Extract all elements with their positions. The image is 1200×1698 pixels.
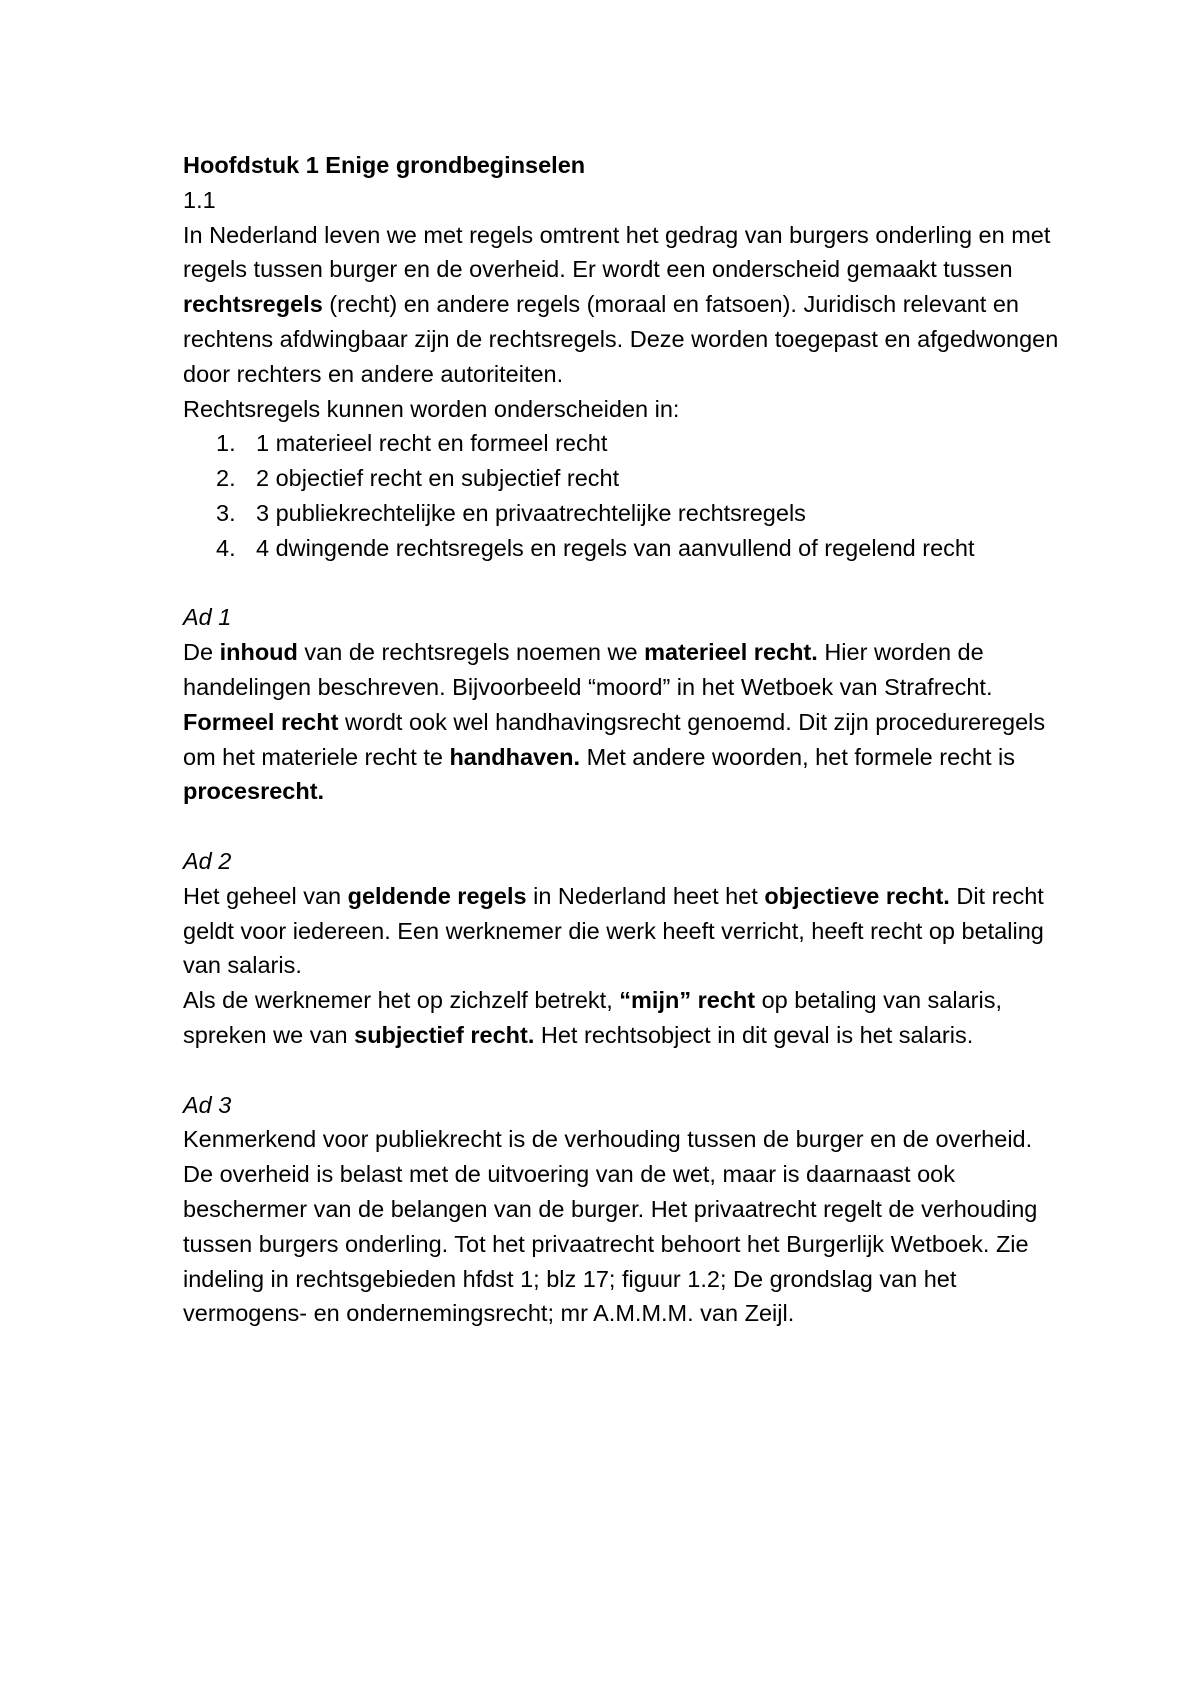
ad2-heading: Ad 2 (183, 847, 232, 874)
list-item: 3. 3 publiekrechtelijke en privaatrechtelijke rechtsregels (216, 499, 806, 526)
document-page (183, 148, 1063, 1331)
ad1-paragraph-1: De inhoud van de rechtsregels noemen we materieel recht. Hier worden de handelingen beschreven. Bijvoorbeeld “moord” in het Wetboek van Strafrecht. (183, 639, 993, 700)
rechtsregels-list (183, 426, 1063, 565)
term-rechtsregels: rechtsregels (183, 291, 323, 318)
section-number: 1.1 (183, 186, 216, 213)
list-item: 1. 1 materieel recht en formeel recht (216, 430, 608, 457)
list-intro: Rechtsregels kunnen worden onderscheiden in: (183, 395, 680, 422)
ad1-paragraph-2: Formeel recht wordt ook wel handhavingsrecht genoemd. Dit zijn procedureregels om het materiele recht te handhaven. Met andere woorden, het formele recht is procesrecht. (183, 708, 1046, 805)
ad1-heading: Ad 1 (183, 604, 232, 631)
ad2-paragraph-1: Het geheel van geldende regels in Nederland heet het objectieve recht. Dit recht geldt voor iedereen. Een werknemer die werk heeft verricht, heeft recht op betaling van salaris. (183, 882, 1044, 979)
ad3-heading: Ad 3 (183, 1091, 232, 1118)
ad2-paragraph-2: Als de werknemer het op zichzelf betrekt, “mijn” recht op betaling van salaris, spreken we van subjectief recht. Het rechtsobject in dit geval is het salaris. (183, 987, 1002, 1048)
list-item: 4. 4 dwingende rechtsregels en regels van aanvullend of regelend recht (216, 534, 975, 561)
ad3-paragraph: Kenmerkend voor publiekrecht is de verhouding tussen de burger en de overheid. De overheid is belast met de uitvoering van de wet, maar is daarnaast ook beschermer van de belangen van de burger. Het privaatrecht regelt de verhouding tussen burgers onderling. Tot het privaatrecht behoort het Burgerlijk Wetboek. Zie indeling in rechtsgebieden hfdst 1; blz 17; figuur 1.2; De grondslag van het vermogens- en ondernemingsrecht; mr A.M.M.M. van Zeijl. (183, 1126, 1038, 1327)
chapter-title: Hoofdstuk 1 Enige grondbeginselen (183, 152, 586, 178)
list-item: 2. 2 objectief recht en subjectief recht (216, 465, 620, 492)
intro-paragraph: In Nederland leven we met regels omtrent het gedrag van burgers onderling en met regels tussen burger en de overheid. Er wordt een onderscheid gemaakt tussen rechtsregels (recht) en andere regels (moraal en fatsoen). Juridisch relevant en rechtens afdwingbaar zijn de rechtsregels. Deze worden toegepast en afgedwongen door rechters en andere autoriteiten. (183, 221, 1059, 387)
